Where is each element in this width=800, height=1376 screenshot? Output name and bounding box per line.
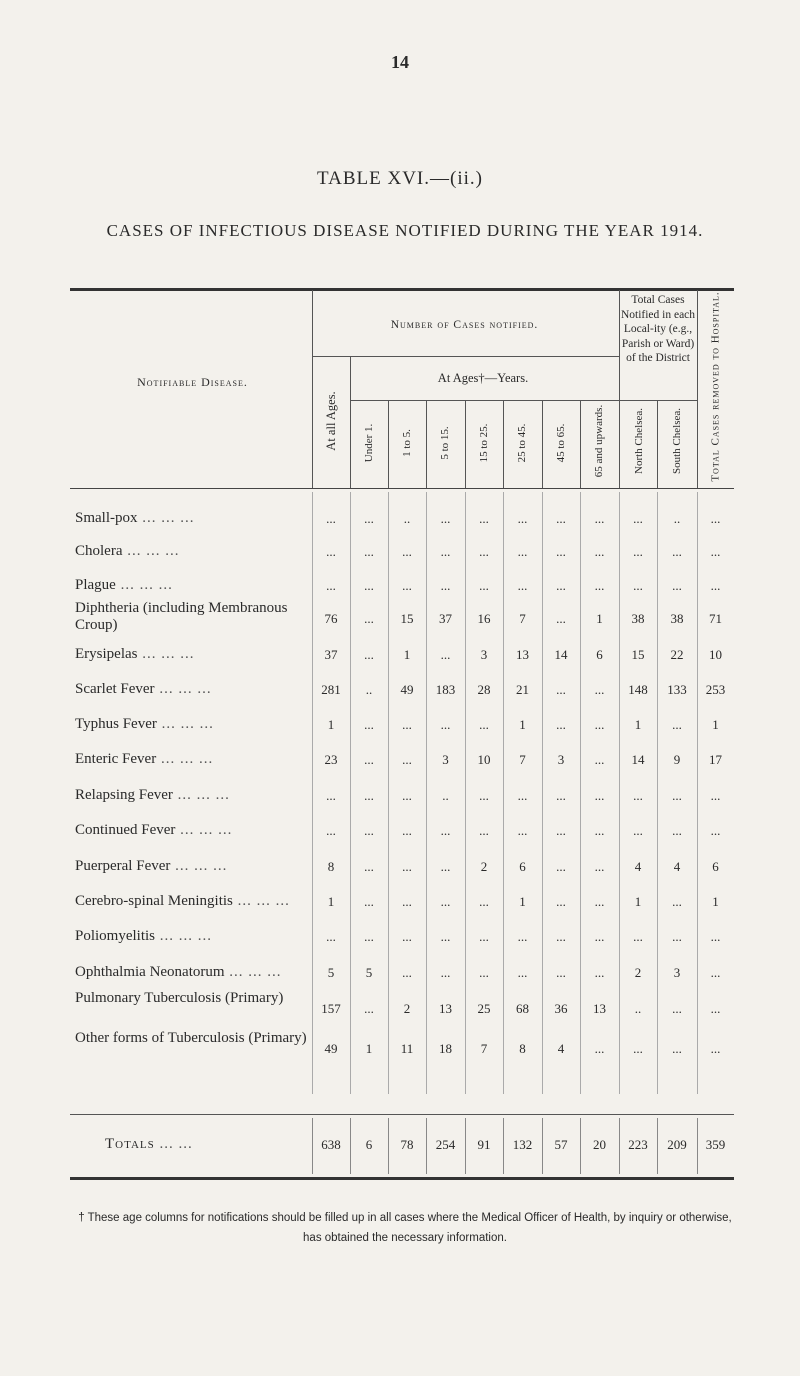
leader-dots: ... ... ... xyxy=(156,716,214,732)
table-cell: ... xyxy=(479,965,489,980)
totals-cell: 91 xyxy=(477,1137,491,1152)
rule-top xyxy=(70,288,734,291)
table-cell: 1 xyxy=(712,894,719,909)
table-cell: ... xyxy=(710,1041,721,1056)
table-cell: ... xyxy=(556,611,566,626)
table-cell: 7 xyxy=(480,1041,488,1056)
table-cell: 71 xyxy=(709,611,722,626)
table-cell: 13 xyxy=(439,1001,452,1016)
table-cell: 148 xyxy=(628,682,648,697)
row-label: Plague ... ... ... xyxy=(75,577,173,593)
table-cell: 14 xyxy=(631,752,645,767)
table-cell: 18 xyxy=(439,1041,452,1056)
table-cell: ... xyxy=(479,788,489,803)
table-cell: ... xyxy=(672,717,682,732)
table-cell: ... xyxy=(440,578,451,593)
row-label: Relapsing Fever ... ... ... xyxy=(75,787,230,803)
table-cell: ... xyxy=(556,682,566,697)
table-cell: 6 xyxy=(519,859,526,874)
table-cell: 1 xyxy=(365,1041,373,1056)
totals-divider xyxy=(619,1118,620,1174)
leader-dots: ... ... xyxy=(154,1136,193,1152)
table-cell: ... xyxy=(710,823,721,838)
table-cell: ... xyxy=(672,1001,682,1016)
table-cell: ... xyxy=(672,578,682,593)
totals-divider xyxy=(503,1118,504,1174)
row-label: Small-pox ... ... ... xyxy=(75,510,195,526)
table-cell: ... xyxy=(479,578,489,593)
table-cell: ... xyxy=(594,859,605,874)
totals-cell: 223 xyxy=(628,1137,648,1152)
table-cell: 6 xyxy=(712,859,719,874)
table-cell: ... xyxy=(479,894,489,909)
table-cell: 281 xyxy=(321,682,341,697)
totals-divider xyxy=(426,1118,427,1174)
table-cell: ... xyxy=(402,965,412,980)
table-cell: ... xyxy=(402,894,412,909)
table-cell: 1 xyxy=(327,717,335,732)
table-cell: 11 xyxy=(400,1041,414,1056)
table-cell: 1 xyxy=(596,611,603,626)
table-cell: ... xyxy=(594,578,605,593)
table-cell: ... xyxy=(479,511,489,526)
totals-cell: 132 xyxy=(512,1137,533,1152)
row-label: Cholera ... ... ... xyxy=(75,543,180,559)
table-cell: ... xyxy=(364,894,374,909)
table-cell: 36 xyxy=(554,1001,568,1016)
header-locality-1: North Chelsea. xyxy=(632,408,645,474)
divider-all-ages xyxy=(350,356,351,488)
table-cell: ... xyxy=(517,511,528,526)
header-age-3: 5 to 15. xyxy=(439,426,451,460)
table-cell: ... xyxy=(479,929,489,944)
table-cell: ... xyxy=(556,965,566,980)
table-cell: ... xyxy=(710,929,721,944)
table-cell: 1 xyxy=(519,894,526,909)
header-age-7: 65 and upwards. xyxy=(593,404,605,478)
table-cell: ... xyxy=(326,578,336,593)
table-cell: ... xyxy=(556,788,566,803)
header-at-all-ages: At all Ages. xyxy=(324,391,338,451)
table-cell: 5 xyxy=(327,965,335,980)
table-cell: ... xyxy=(556,894,566,909)
table-cell: 2 xyxy=(480,859,488,874)
table-cell: ... xyxy=(594,717,605,732)
leader-dots: ... ... ... xyxy=(155,928,213,944)
totals-divider xyxy=(350,1118,351,1174)
table-cell: 1 xyxy=(327,894,335,909)
table-cell: 3 xyxy=(673,965,681,980)
totals-cell: 57 xyxy=(554,1137,568,1152)
table-cell: 4 xyxy=(634,859,642,874)
totals-divider xyxy=(697,1118,698,1174)
table-cell: 16 xyxy=(477,611,491,626)
leader-dots: ... ... ... xyxy=(175,822,233,838)
table-cell: 38 xyxy=(670,611,684,626)
header-age-2: 1 to 5. xyxy=(401,429,413,457)
table-cell: ... xyxy=(594,929,605,944)
table-cell: 3 xyxy=(442,752,449,767)
leader-dots: ... ... ... xyxy=(137,510,195,526)
divider-age-4 xyxy=(465,400,466,488)
table-cell: 2 xyxy=(634,965,642,980)
totals-divider xyxy=(388,1118,389,1174)
totals-cell: 209 xyxy=(667,1137,687,1152)
table-cell: 1 xyxy=(634,717,642,732)
table-cell: ... xyxy=(364,647,374,662)
table-cell: ... xyxy=(517,965,528,980)
table-cell: .. xyxy=(365,682,373,697)
table-cell: ... xyxy=(594,894,605,909)
table-cell: .. xyxy=(634,1001,642,1016)
header-disease: Notifiable Disease. xyxy=(137,375,248,389)
table-cell: ... xyxy=(556,578,566,593)
totals-divider xyxy=(580,1118,581,1174)
table-cell: 253 xyxy=(705,682,726,697)
rule-header-bottom xyxy=(70,488,734,489)
table-cell: ... xyxy=(672,1041,682,1056)
table-cell: ... xyxy=(402,859,412,874)
table-cell: ... xyxy=(710,544,721,559)
header-age-5: 25 to 45. xyxy=(516,423,528,463)
table-cell: ... xyxy=(633,544,643,559)
table-cell: 1 xyxy=(519,717,526,732)
header-age-6: 45 to 65. xyxy=(555,423,567,463)
totals-divider xyxy=(657,1118,658,1174)
totals-cell: 20 xyxy=(593,1137,606,1152)
header-age-1: Under 1. xyxy=(363,423,375,463)
table-cell: ... xyxy=(326,544,336,559)
table-cell: ... xyxy=(710,578,721,593)
leader-dots: ... ... ... xyxy=(224,964,282,980)
table-cell: ... xyxy=(633,1041,643,1056)
table-cell: ... xyxy=(402,578,412,593)
leader-dots: ... ... ... xyxy=(156,751,214,767)
table-subtitle: CASES OF INFECTIOUS DISEASE NOTIFIED DURING THE YEAR 1914. xyxy=(106,221,704,240)
totals-text: Totals xyxy=(105,1136,155,1152)
divider-north-south xyxy=(657,400,658,488)
table-cell: ... xyxy=(517,544,528,559)
totals-cell: 254 xyxy=(435,1137,456,1152)
divider-removed xyxy=(697,290,698,488)
totals-divider xyxy=(542,1118,543,1174)
header-line-ages xyxy=(350,400,619,401)
row-label: Enteric Fever ... ... ... xyxy=(75,751,214,767)
table-cell: 76 xyxy=(324,611,338,626)
table-cell: ... xyxy=(479,823,489,838)
leader-dots: ... ... ... xyxy=(170,858,228,874)
table-cell: ... xyxy=(633,788,643,803)
table-cell: 7 xyxy=(519,752,526,767)
totals-divider xyxy=(312,1118,313,1174)
table-cell: 9 xyxy=(673,752,681,767)
table-cell: ... xyxy=(440,717,451,732)
header-number-notified: Number of Cases notified. xyxy=(390,319,539,331)
table-cell: ... xyxy=(364,752,374,767)
table-cell: 2 xyxy=(403,1001,411,1016)
table-cell: ... xyxy=(326,823,336,838)
table-cell: ... xyxy=(517,929,528,944)
table-cell: 15 xyxy=(631,647,645,662)
row-label: Diphtheria (including Membranous Croup) xyxy=(75,600,288,633)
table-cell: 49 xyxy=(324,1041,338,1056)
table-cell: .. xyxy=(442,788,449,803)
table-cell: ... xyxy=(402,823,412,838)
divider-disease xyxy=(312,290,313,488)
table-cell: 25 xyxy=(477,1001,491,1016)
table-cell: ... xyxy=(479,544,489,559)
table-cell: ... xyxy=(633,578,643,593)
table-cell: 14 xyxy=(554,647,568,662)
header-line-number xyxy=(312,356,619,357)
table-cell: ... xyxy=(517,578,528,593)
table-cell: ... xyxy=(672,929,682,944)
table-cell: ... xyxy=(440,544,451,559)
table-cell: ... xyxy=(364,1001,374,1016)
table-cell: ... xyxy=(556,544,566,559)
table-cell: ... xyxy=(440,511,451,526)
table-cell: ... xyxy=(672,788,682,803)
table-cell: ... xyxy=(364,544,374,559)
divider-age-2 xyxy=(388,400,389,488)
header-locality: Total Cases Notified in each Local-ity (e.g., Parish or Ward) of the District xyxy=(620,294,696,364)
table-cell: ... xyxy=(633,929,643,944)
table-cell: ... xyxy=(594,823,605,838)
leader-dots: ... ... ... xyxy=(115,577,173,593)
table-cell: ... xyxy=(402,929,412,944)
table-cell: ... xyxy=(326,788,336,803)
table-cell: 15 xyxy=(400,611,414,626)
table-cell: 13 xyxy=(516,647,529,662)
table-cell: ... xyxy=(440,647,451,662)
header-removed: Total Cases removed to Hospital. xyxy=(709,291,721,482)
table-cell: ... xyxy=(326,511,336,526)
table-cell: 13 xyxy=(593,1001,606,1016)
table-cell: 157 xyxy=(321,1001,341,1016)
table-cell: 4 xyxy=(557,1041,565,1056)
table-cell: ... xyxy=(594,682,605,697)
divider-locality xyxy=(619,290,620,488)
page-number: 14 xyxy=(391,52,409,72)
table-cell: 17 xyxy=(709,752,722,767)
table-cell: ... xyxy=(440,965,451,980)
totals-cell: 638 xyxy=(321,1137,341,1152)
row-label: Ophthalmia Neonatorum ... ... ... xyxy=(75,964,282,980)
row-label: Continued Fever ... ... ... xyxy=(75,822,233,838)
divider-age-3 xyxy=(426,400,427,488)
table-cell: ... xyxy=(633,823,643,838)
divider-age-7 xyxy=(580,400,581,488)
table-cell: ... xyxy=(402,788,412,803)
totals-cell: 78 xyxy=(400,1137,414,1152)
leader-dots: ... ... ... xyxy=(122,543,180,559)
table-cell: ... xyxy=(556,929,566,944)
table-cell: ... xyxy=(710,965,721,980)
footnote: † These age columns for notifications should be filled up in all cases where the Medical Officer of Health, by inquiry or otherwise, has obtained the necessary information. xyxy=(78,1212,732,1244)
table-cell: 8 xyxy=(327,859,335,874)
row-label: Other forms of Tuberculosis (Primary) xyxy=(75,1030,307,1046)
table-cell: ... xyxy=(364,788,374,803)
table-cell: ... xyxy=(556,717,566,732)
totals-label xyxy=(75,1136,310,1153)
row-label: Pulmonary Tuberculosis (Primary) xyxy=(75,990,284,1006)
table-cell: 1 xyxy=(403,647,411,662)
table-cell: ... xyxy=(594,752,605,767)
table-cell: ... xyxy=(402,544,412,559)
table-cell: ... xyxy=(440,823,451,838)
leader-dots: ... ... ... xyxy=(172,787,230,803)
table-cell: 1 xyxy=(634,894,642,909)
table-cell: .. xyxy=(673,511,681,526)
table-cell: ... xyxy=(633,511,643,526)
divider-age-5 xyxy=(503,400,504,488)
table-cell: 21 xyxy=(516,682,529,697)
table-cell: ... xyxy=(440,894,451,909)
table-cell: 7 xyxy=(519,611,526,626)
row-label: Typhus Fever ... ... ... xyxy=(75,716,214,732)
table-cell: 37 xyxy=(324,647,338,662)
table-cell: 4 xyxy=(673,859,681,874)
table-cell: ... xyxy=(364,823,374,838)
table-cell: ... xyxy=(517,788,528,803)
table-cell: ... xyxy=(556,859,566,874)
table-cell: ... xyxy=(517,823,528,838)
table-cell: 3 xyxy=(480,647,488,662)
table-cell: ... xyxy=(556,511,566,526)
table-cell: ... xyxy=(672,894,682,909)
row-label: Erysipelas ... ... ... xyxy=(75,646,195,662)
table-cell: 5 xyxy=(365,965,373,980)
table-cell: ... xyxy=(594,965,605,980)
table-cell: ... xyxy=(672,823,682,838)
table-cell: ... xyxy=(594,511,605,526)
leader-dots: ... ... ... xyxy=(137,646,195,662)
totals-cell: 359 xyxy=(705,1137,726,1152)
row-label: Cerebro-spinal Meningitis ... ... ... xyxy=(75,893,290,909)
table-cell: ... xyxy=(710,1001,721,1016)
table-cell: 133 xyxy=(667,682,687,697)
header-locality-2: South Chelsea. xyxy=(670,408,683,474)
table-cell: 10 xyxy=(709,647,722,662)
table-cell: ... xyxy=(710,511,721,526)
totals-cell: 6 xyxy=(365,1137,373,1152)
totals-divider xyxy=(465,1118,466,1174)
table-cell: ... xyxy=(556,823,566,838)
table-cell: 183 xyxy=(435,682,456,697)
table-cell: 22 xyxy=(670,647,684,662)
table-cell: ... xyxy=(402,752,412,767)
table-cell: ... xyxy=(594,788,605,803)
table-cell: 68 xyxy=(516,1001,529,1016)
rule-totals-top xyxy=(70,1114,734,1115)
table-cell: 6 xyxy=(596,647,603,662)
table-cell: 8 xyxy=(519,1041,526,1056)
table-cell: 37 xyxy=(439,611,452,626)
table-title: TABLE XVI.—(ii.) xyxy=(317,168,483,189)
table-cell: ... xyxy=(364,578,374,593)
table-cell: ... xyxy=(594,1041,605,1056)
table-cell: 3 xyxy=(557,752,565,767)
table-cell: ... xyxy=(402,717,412,732)
table-cell: .. xyxy=(403,511,411,526)
table-cell: ... xyxy=(440,859,451,874)
header-age-4: 15 to 25. xyxy=(478,423,490,463)
header-line-locality xyxy=(619,400,697,401)
row-label: Poliomyelitis ... ... ... xyxy=(75,928,213,944)
table-cell: ... xyxy=(364,859,374,874)
table-cell: ... xyxy=(672,544,682,559)
table-cell: 1 xyxy=(712,717,719,732)
table-cell: 49 xyxy=(400,682,414,697)
row-label: Puerperal Fever ... ... ... xyxy=(75,858,228,874)
table-cell: ... xyxy=(364,717,374,732)
leader-dots: ... ... ... xyxy=(154,681,212,697)
table-cell: 38 xyxy=(631,611,645,626)
table-cell: ... xyxy=(364,611,374,626)
rule-bottom xyxy=(70,1177,734,1180)
table-cell: ... xyxy=(710,788,721,803)
table-cell: 10 xyxy=(477,752,491,767)
table-cell: ... xyxy=(326,929,336,944)
table-cell: 23 xyxy=(324,752,338,767)
header-at-ages: At Ages†—Years. xyxy=(437,371,529,385)
table-cell: ... xyxy=(594,544,605,559)
row-label: Scarlet Fever ... ... ... xyxy=(75,681,212,697)
table-cell: ... xyxy=(364,929,374,944)
table-cell: 28 xyxy=(477,682,491,697)
divider-age-6 xyxy=(542,400,543,488)
table-cell: ... xyxy=(440,929,451,944)
table-cell: ... xyxy=(479,717,489,732)
leader-dots: ... ... ... xyxy=(232,893,290,909)
table-cell: ... xyxy=(364,511,374,526)
